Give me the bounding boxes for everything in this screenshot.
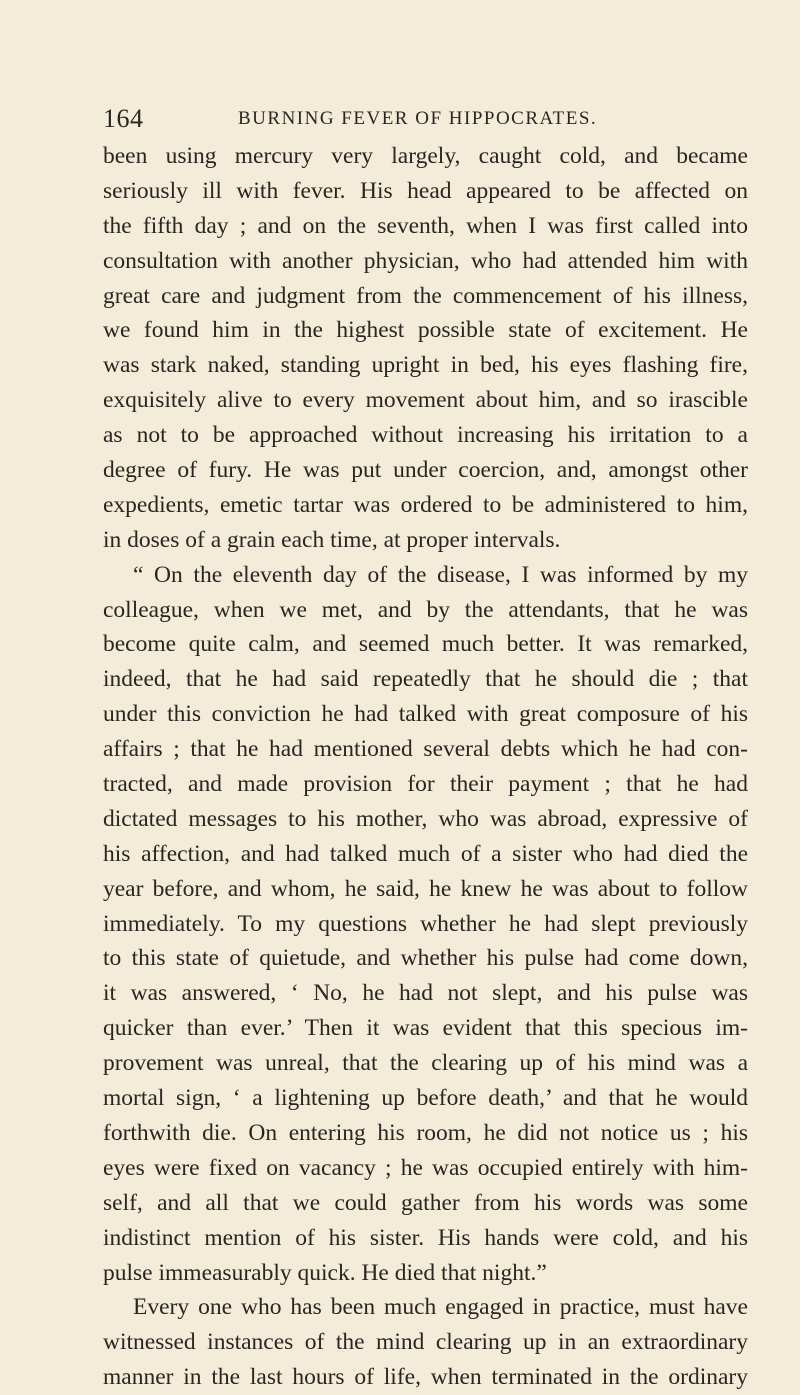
- text-line: to this state of quietude, and whether his pulse had come down,: [103, 945, 748, 972]
- text-line: degree of fury. He was put under coercion, and, amongst other: [103, 457, 748, 484]
- text-line: his affection, and had talked much of a sister who had died the: [103, 840, 748, 867]
- text-line: seriously ill with fever. His head appeared to be affected on: [103, 177, 748, 204]
- text-line: tracted, and made provision for their payment ; that he had: [103, 771, 748, 798]
- text-line: expedients, emetic tartar was ordered to be administered to him,: [103, 491, 748, 518]
- text-line: Every one who has been much engaged in practice, must have: [133, 1294, 748, 1321]
- text-line: consultation with another physician, who had attended him with: [103, 247, 748, 274]
- text-line: mortal sign, ‘ a lightening up before death,’ and that he would: [103, 1085, 748, 1112]
- text-line: been using mercury very largely, caught cold, and became: [103, 143, 748, 169]
- text-line: in doses of a grain each time, at proper intervals.: [103, 526, 561, 553]
- text-line: colleague, when we met, and by the attendants, that he was: [103, 596, 748, 623]
- text-line: witnessed instances of the mind clearing up in an extraordinary: [103, 1329, 748, 1356]
- text-line: under this conviction he had talked with great composure of his: [103, 701, 748, 728]
- page-number: 164: [103, 104, 144, 133]
- text-line: quicker than ever.’ Then it was evident that this specious im-: [103, 1015, 748, 1042]
- text-line: exquisitely alive to every movement about him, and so irascible: [103, 387, 748, 414]
- text-line: become quite calm, and seemed much better. It was remarked,: [103, 631, 748, 658]
- text-line: immediately. To my questions whether he had slept previously: [103, 910, 748, 937]
- text-line: as not to be approached without increasing his irritation to a: [103, 422, 748, 449]
- text-line: indistinct mention of his sister. His hands were cold, and his: [103, 1224, 748, 1251]
- text-line: we found him in the highest possible state of excitement. He: [103, 317, 748, 344]
- text-line: provement was unreal, that the clearing up of his mind was a: [103, 1050, 748, 1077]
- text-line: self, and all that we could gather from his words was some: [103, 1189, 748, 1216]
- text-line: it was answered, ‘ No, he had not slept, and his pulse was: [103, 980, 748, 1007]
- text-line: great care and judgment from the commencement of his illness,: [103, 282, 748, 309]
- text-line: was stark naked, standing upright in bed, his eyes flashing fire,: [103, 352, 748, 379]
- text-line: dictated messages to his mother, who was abroad, expressive of: [103, 805, 748, 832]
- text-line: “ On the eleventh day of the disease, I was informed by my: [133, 561, 748, 588]
- text-line: pulse immeasurably quick. He died that night.”: [103, 1259, 547, 1286]
- text-line: indeed, that he had said repeatedly that he should die ; that: [103, 666, 748, 693]
- running-head: [103, 104, 743, 134]
- text-line: forthwith die. On entering his room, he did not notice us ; his: [103, 1119, 748, 1146]
- body-text: [103, 139, 748, 1395]
- text-line: the fifth day ; and on the seventh, when I was first called into: [103, 212, 748, 239]
- text-line: affairs ; that he had mentioned several debts which he had con-: [103, 736, 748, 763]
- running-title: BURNING FEVER OF HIPPOCRATES.: [238, 108, 598, 129]
- text-line: eyes were fixed on vacancy ; he was occupied entirely with him-: [103, 1154, 748, 1181]
- text-line: manner in the last hours of life, when terminated in the ordinary: [103, 1364, 748, 1391]
- text-line: year before, and whom, he said, he knew he was about to follow: [103, 875, 748, 902]
